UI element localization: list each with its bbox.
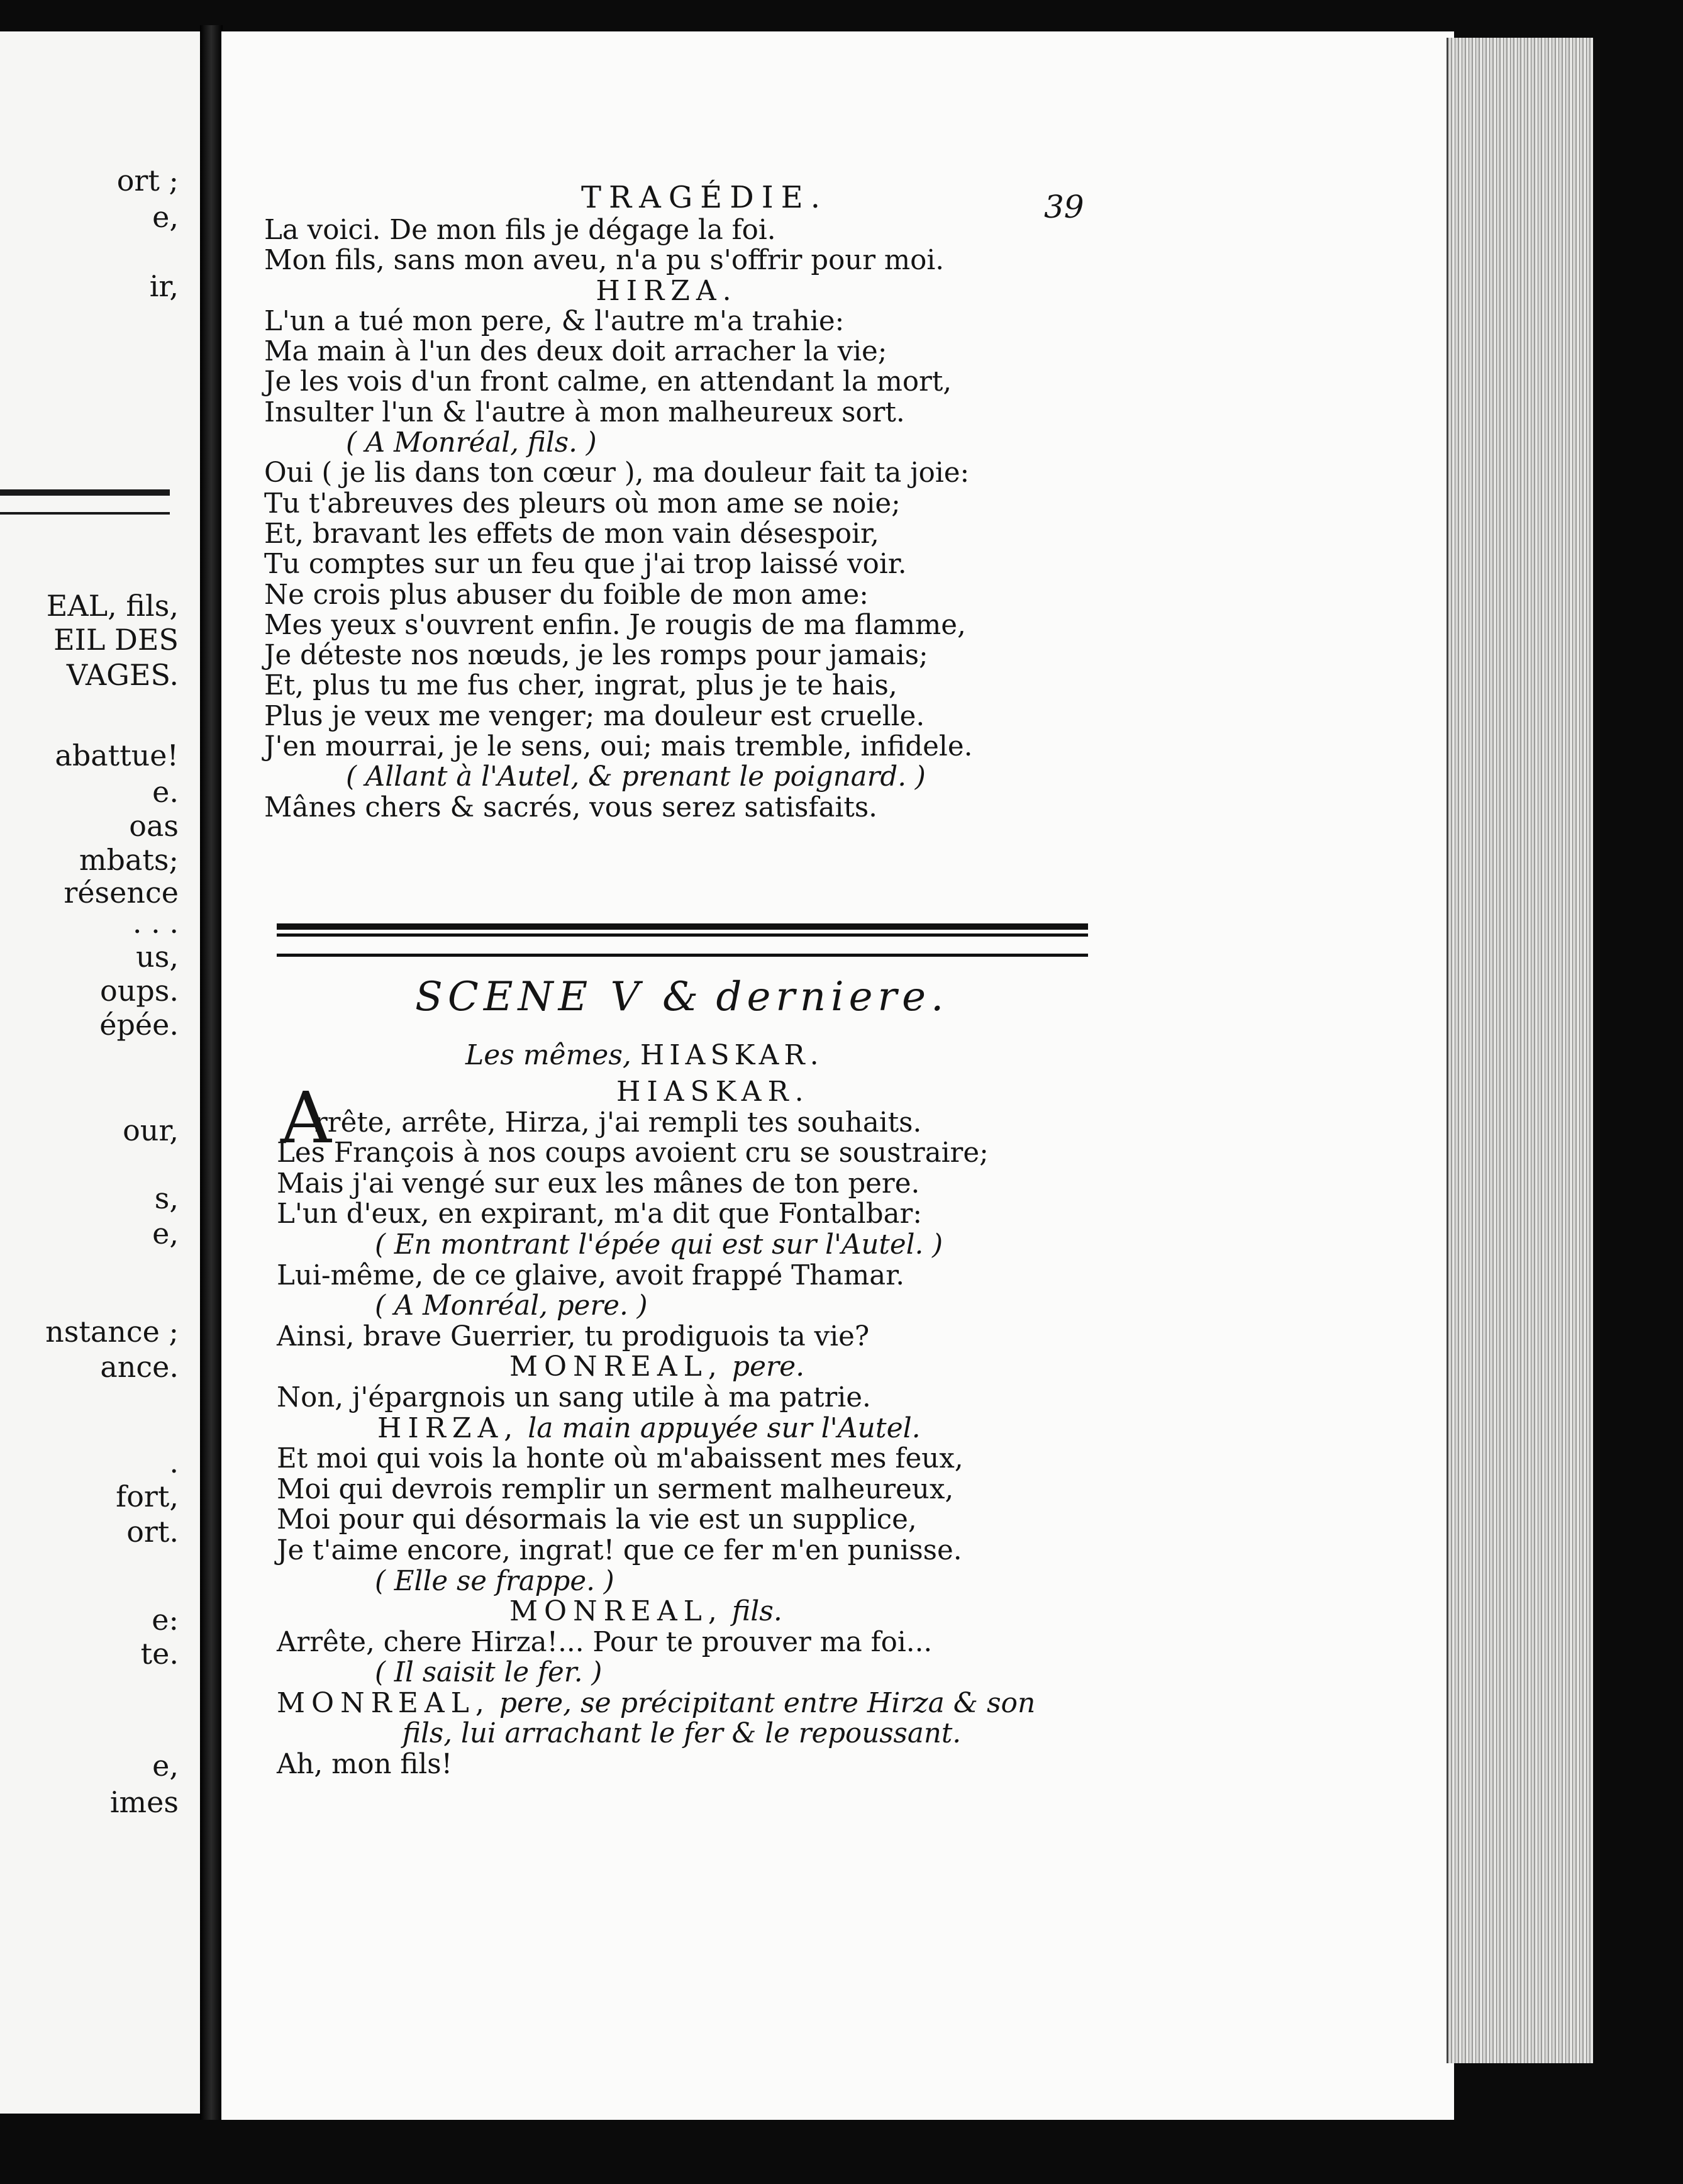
verse-line: Mes yeux s'ouvrent enfin. Je rougis de ma flamme, <box>264 609 966 641</box>
scene4-text <box>264 215 1069 823</box>
left-page-line: fort, <box>116 1479 179 1513</box>
speaker-qualifier: la main appuyée sur l'Autel. <box>519 1412 921 1444</box>
verse-line: Ainsi, brave Guerrier, tu prodiguois ta vie? <box>277 1320 870 1352</box>
left-page-line: ance. <box>100 1350 179 1384</box>
left-page-line: ort ; <box>116 164 179 198</box>
verse-line: Je les vois d'un front calme, en attendant la mort, <box>264 366 952 398</box>
left-page-line: e. <box>152 775 179 809</box>
speaker-name <box>277 1077 1035 1108</box>
scene5-text <box>277 1077 1035 1780</box>
left-page-line: our, <box>123 1113 179 1147</box>
verse-line: Tu t'abreuves des pleurs où mon ame se noie; <box>264 488 901 520</box>
left-page-line: e: <box>152 1603 179 1637</box>
verse-line: rrête, arrête, Hirza, j'ai rempli tes souhaits. <box>314 1106 922 1139</box>
verse-line: Et, bravant les effets de mon vain désespoir, <box>264 518 879 550</box>
left-page-line: e, <box>152 200 179 234</box>
speaker-name <box>277 1688 1035 1719</box>
speaker-name <box>277 1352 1035 1383</box>
facing-page-left <box>0 31 202 2114</box>
scene-title-rest: derniere. <box>716 974 949 1020</box>
left-page-line: nstance ; <box>45 1315 179 1349</box>
speaker-qualifier: pere. <box>723 1351 805 1383</box>
left-page-rule <box>0 489 170 515</box>
verse-line: L'un d'eux, en expirant, m'a dit que Fontalbar: <box>277 1198 922 1230</box>
verse-line: Les François à nos coups avoient cru se soustraire; <box>277 1137 989 1169</box>
scene-persons <box>465 1039 824 1071</box>
book-gutter <box>200 25 223 2120</box>
stage-direction: ( En montrant l'épée qui est sur l'Autel. ) <box>375 1228 943 1261</box>
speaker-name: HIRZA. <box>596 274 738 307</box>
left-page-line: te. <box>140 1637 179 1671</box>
persons-caps: HIASKAR. <box>640 1039 824 1071</box>
left-page-line: ort. <box>126 1515 179 1549</box>
verse-line: Insulter l'un & l'autre à mon malheureux sort. <box>264 396 905 428</box>
persons-italic: Les mêmes, <box>465 1039 631 1071</box>
verse-line: Mânes chers & sacrés, vous serez satisfaits. <box>264 791 877 823</box>
speaker-qualifier: fils. <box>723 1595 782 1628</box>
verse-line: Mais j'ai vengé sur eux les mânes de ton pere. <box>277 1167 920 1200</box>
verse-line: Oui ( je lis dans ton cœur ), ma douleur fait ta joie: <box>264 457 970 489</box>
speaker-name-text: HIASKAR. <box>616 1076 810 1108</box>
verse-line: Non, j'épargnois un sang utile à ma patrie. <box>277 1381 871 1413</box>
verse-line: Ne crois plus abuser du foible de mon ame: <box>264 579 869 611</box>
scene-title <box>415 974 948 1020</box>
speaker-name-text: MONREAL, <box>509 1351 723 1383</box>
scene-title-ampersand: & <box>662 974 699 1020</box>
left-page-line: résence <box>64 876 179 910</box>
left-page-line: oups. <box>100 974 179 1008</box>
left-page-line: e, <box>152 1749 179 1783</box>
page-edges <box>1447 38 1593 2063</box>
speaker-name-text: MONREAL, <box>277 1686 491 1719</box>
left-page-line: EAL, fils, <box>46 589 179 623</box>
left-page-line: oas <box>129 809 179 843</box>
stage-direction: fils, lui arrachant le fer & le repoussant. <box>403 1718 962 1750</box>
verse-line: Ah, mon fils! <box>277 1749 453 1781</box>
verse-line: J'en mourrai, je le sens, oui; mais tremble, infidele. <box>264 731 973 763</box>
verse-line: La voici. De mon fils je dégage la foi. <box>264 214 776 246</box>
verse-line: L'un a tué mon pere, & l'autre m'a trahie: <box>264 305 845 337</box>
left-page-line: EIL DES <box>53 623 179 657</box>
scene-title-number: SCENE V <box>415 974 645 1020</box>
left-page-line: . <box>169 1446 179 1479</box>
left-page-line: us, <box>136 940 179 974</box>
left-page-line: abattue! <box>55 738 179 772</box>
speaker-qualifier: pere, se précipitant entre Hirza & son <box>490 1686 1036 1719</box>
verse-line: Mon fils, sans mon aveu, n'a pu s'offrir pour moi. <box>264 245 945 277</box>
verse-line: Et moi qui vois la honte où m'abaissent mes feux, <box>277 1443 964 1475</box>
left-page-line: s, <box>154 1181 179 1215</box>
drop-capital: A <box>280 1078 331 1159</box>
left-page-line: . . . <box>132 906 179 940</box>
verse-line: Ma main à l'un des deux doit arracher la vie; <box>264 336 887 368</box>
verse-line: Je déteste nos nœuds, je les romps pour jamais; <box>264 640 928 672</box>
page-number: 39 <box>1044 189 1084 225</box>
verse-line: Moi pour qui désormais la vie est un supplice, <box>277 1504 917 1536</box>
left-page-line: mbats; <box>79 843 179 877</box>
verse-line: Moi qui devrois remplir un serment malheureux, <box>277 1473 954 1505</box>
left-page-line: imes <box>109 1785 179 1819</box>
stage-direction: ( A Monréal, fils. ) <box>346 427 597 459</box>
speaker-name-text: HIRZA, <box>377 1412 519 1444</box>
stage-direction: ( A Monréal, pere. ) <box>375 1290 648 1322</box>
scene-divider-rule-inner <box>277 933 1088 937</box>
speaker-name-text: MONREAL, <box>509 1595 723 1628</box>
stage-direction: ( Il saisit le fer. ) <box>375 1657 603 1689</box>
left-page-line: épée. <box>99 1008 179 1042</box>
stage-direction: ( Elle se frappe. ) <box>375 1565 614 1597</box>
verse-line: Lui-même, de ce glaive, avoit frappé Thamar. <box>277 1259 905 1291</box>
stage-direction: ( Allant à l'Autel, & prenant le poignard. ) <box>346 761 926 793</box>
running-head: TRAGÉDIE. <box>581 180 828 215</box>
scene-divider-rule <box>277 923 1088 957</box>
speaker-name <box>277 1413 1035 1444</box>
verse-line: Arrête, chere Hirza!... Pour te prouver ma foi... <box>277 1626 933 1658</box>
verse-line: Plus je veux me venger; ma douleur est cruelle. <box>264 700 925 732</box>
verse-line: Je t'aime encore, ingrat! que ce fer m'en punisse. <box>277 1534 962 1566</box>
left-page-line: ir, <box>149 269 179 303</box>
verse-line: Tu comptes sur un feu que j'ai trop laissé voir. <box>264 549 907 581</box>
verse-line: Et, plus tu me fus cher, ingrat, plus je te hais, <box>264 670 897 702</box>
speaker-name <box>277 1596 1035 1627</box>
left-page-line: VAGES. <box>66 658 179 692</box>
left-page-line: e, <box>152 1217 179 1251</box>
